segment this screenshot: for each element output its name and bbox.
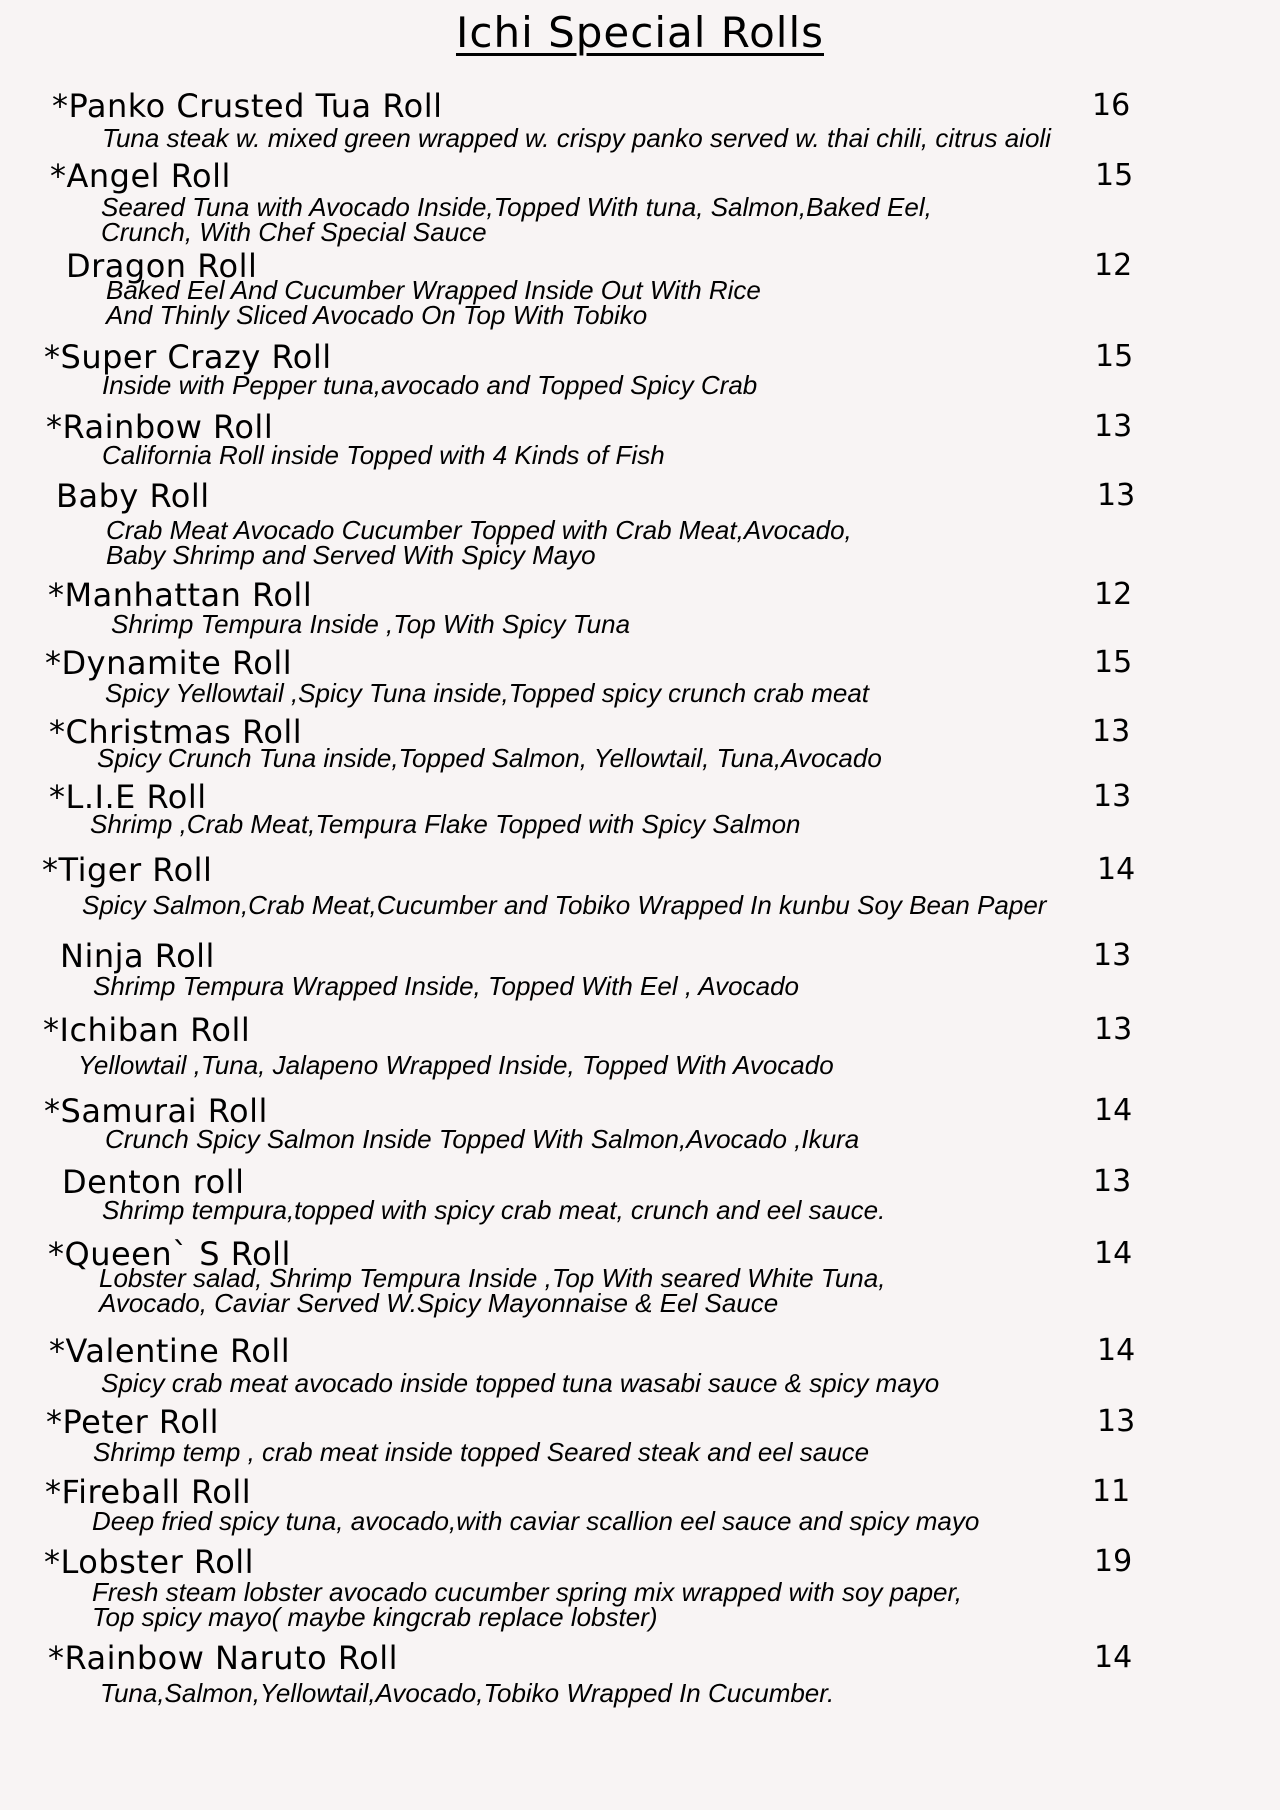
menu-item-description: Crunch, With Chef Special Sauce (101, 217, 487, 247)
menu-item-description: Fresh steam lobster avocado cucumber spring mix wrapped with soy paper, (92, 1577, 962, 1607)
menu-item-description: Baby Shrimp and Served With Spicy Mayo (106, 540, 596, 570)
menu-item-price: 13 (1093, 779, 1132, 814)
menu-item-price: 15 (1095, 339, 1134, 374)
menu-item-description: Avocado, Caviar Served W.Spicy Mayonnaise & Eel Sauce (99, 1288, 779, 1318)
menu-item-description: Spicy Salmon,Crab Meat,Cucumber and Tobiko Wrapped In kunbu Soy Bean Paper (82, 890, 1047, 920)
menu-item-price: 13 (1093, 938, 1132, 973)
menu-item-description: Deep fried spicy tuna, avocado,with caviar scallion eel sauce and spicy mayo (92, 1506, 980, 1536)
menu-item-description: And Thinly Sliced Avocado On Top With Tobiko (106, 300, 648, 330)
menu-item-price: 12 (1094, 248, 1133, 283)
menu-item-description: California Roll inside Topped with 4 Kinds of Fish (102, 440, 665, 470)
menu-item-name: *Christmas Roll (49, 713, 303, 751)
menu-item-name: *Super Crazy Roll (44, 338, 332, 376)
menu-item-name: *Peter Roll (46, 1403, 220, 1441)
menu-item-description: Inside with Pepper tuna,avocado and Topped Spicy Crab (102, 370, 758, 400)
menu-item-description: Crunch Spicy Salmon Inside Topped With Salmon,Avocado ,Ikura (105, 1124, 860, 1154)
menu-item-price: 14 (1094, 1640, 1133, 1675)
menu-item-name: *Ichiban Roll (43, 1011, 251, 1049)
menu-item-description: Shrimp tempura,topped with spicy crab meat, crunch and eel sauce. (102, 1195, 886, 1225)
menu-item-description: Shrimp temp , crab meat inside topped Seared steak and eel sauce (93, 1437, 870, 1467)
menu-item-price: 13 (1097, 478, 1136, 513)
menu-item-description: Lobster salad, Shrimp Tempura Inside ,Top With seared White Tuna, (99, 1263, 886, 1293)
menu-item-description: Top spicy mayo( maybe kingcrab replace lobster) (92, 1602, 658, 1632)
menu-item-name: *Tiger Roll (42, 851, 213, 889)
menu-item-price: 13 (1092, 714, 1131, 749)
menu-item-name: *Fireball Roll (45, 1473, 252, 1511)
menu-item-name: Dragon Roll (66, 247, 258, 285)
menu-item-description: Seared Tuna with Avocado Inside,Topped With tuna, Salmon,Baked Eel, (101, 192, 932, 222)
menu-item-price: 11 (1092, 1474, 1131, 1509)
menu-item-name: Baby Roll (56, 477, 210, 515)
menu-item-price: 13 (1094, 1012, 1133, 1047)
menu-item-name: Ninja Roll (60, 937, 215, 975)
menu-item-price: 13 (1093, 1164, 1132, 1199)
menu-item-description: Spicy crab meat avocado inside topped tuna wasabi sauce & spicy mayo (101, 1368, 940, 1398)
menu-item-description: Crab Meat Avocado Cucumber Topped with Crab Meat,Avocado, (106, 515, 852, 545)
menu-item-price: 12 (1094, 577, 1133, 612)
menu-item-description: Tuna,Salmon,Yellowtail,Avocado,Tobiko Wrapped In Cucumber. (100, 1678, 835, 1708)
menu-item-description: Spicy Yellowtail ,Spicy Tuna inside,Topped spicy crunch crab meat (105, 678, 870, 708)
menu-item-name: *Valentine Roll (49, 1332, 291, 1370)
menu-item-price: 15 (1095, 158, 1134, 193)
menu-item-name: *Queen` S Roll (48, 1235, 291, 1273)
menu-item-name: *Manhattan Roll (48, 576, 313, 614)
menu-item-name: *Panko Crusted Tua Roll (52, 87, 443, 125)
menu-item-price: 13 (1094, 409, 1133, 444)
menu-item-name: Denton roll (62, 1163, 245, 1201)
menu-item-description: Shrimp ,Crab Meat,Tempura Flake Topped with Spicy Salmon (90, 809, 801, 839)
menu-item-name: *Lobster Roll (44, 1543, 255, 1581)
menu-item-name: *Samurai Roll (44, 1092, 268, 1130)
menu-item-price: 13 (1097, 1404, 1136, 1439)
menu-item-description: Spicy Crunch Tuna inside,Topped Salmon, Yellowtail, Tuna,Avocado (97, 743, 882, 773)
menu-item-price: 14 (1094, 1093, 1133, 1128)
menu-item-name: *Angel Roll (50, 157, 231, 195)
menu-item-name: *Rainbow Naruto Roll (48, 1639, 398, 1677)
menu-item-price: 14 (1097, 852, 1136, 887)
menu-item-price: 15 (1094, 645, 1133, 680)
menu-item-description: Shrimp Tempura Inside ,Top With Spicy Tuna (111, 609, 631, 639)
menu-item-name: *Dynamite Roll (45, 644, 293, 682)
menu-item-description: Shrimp Tempura Wrapped Inside, Topped With Eel , Avocado (93, 971, 800, 1001)
menu-item-price: 14 (1097, 1333, 1136, 1368)
menu-item-name: *L.I.E Roll (49, 778, 207, 816)
menu-item-name: *Rainbow Roll (46, 408, 274, 446)
menu-item-description: Tuna steak w. mixed green wrapped w. crispy panko served w. thai chili, citrus aioli (102, 123, 1051, 153)
menu-item-description: Yellowtail ,Tuna, Jalapeno Wrapped Inside, Topped With Avocado (78, 1050, 834, 1080)
menu-item-price: 14 (1094, 1236, 1133, 1271)
menu-item-price: 19 (1094, 1544, 1133, 1579)
menu-title: Ichi Special Rolls (455, 8, 824, 57)
menu-item-price: 16 (1092, 88, 1131, 123)
menu-item-description: Baked Eel And Cucumber Wrapped Inside Out With Rice (106, 275, 761, 305)
